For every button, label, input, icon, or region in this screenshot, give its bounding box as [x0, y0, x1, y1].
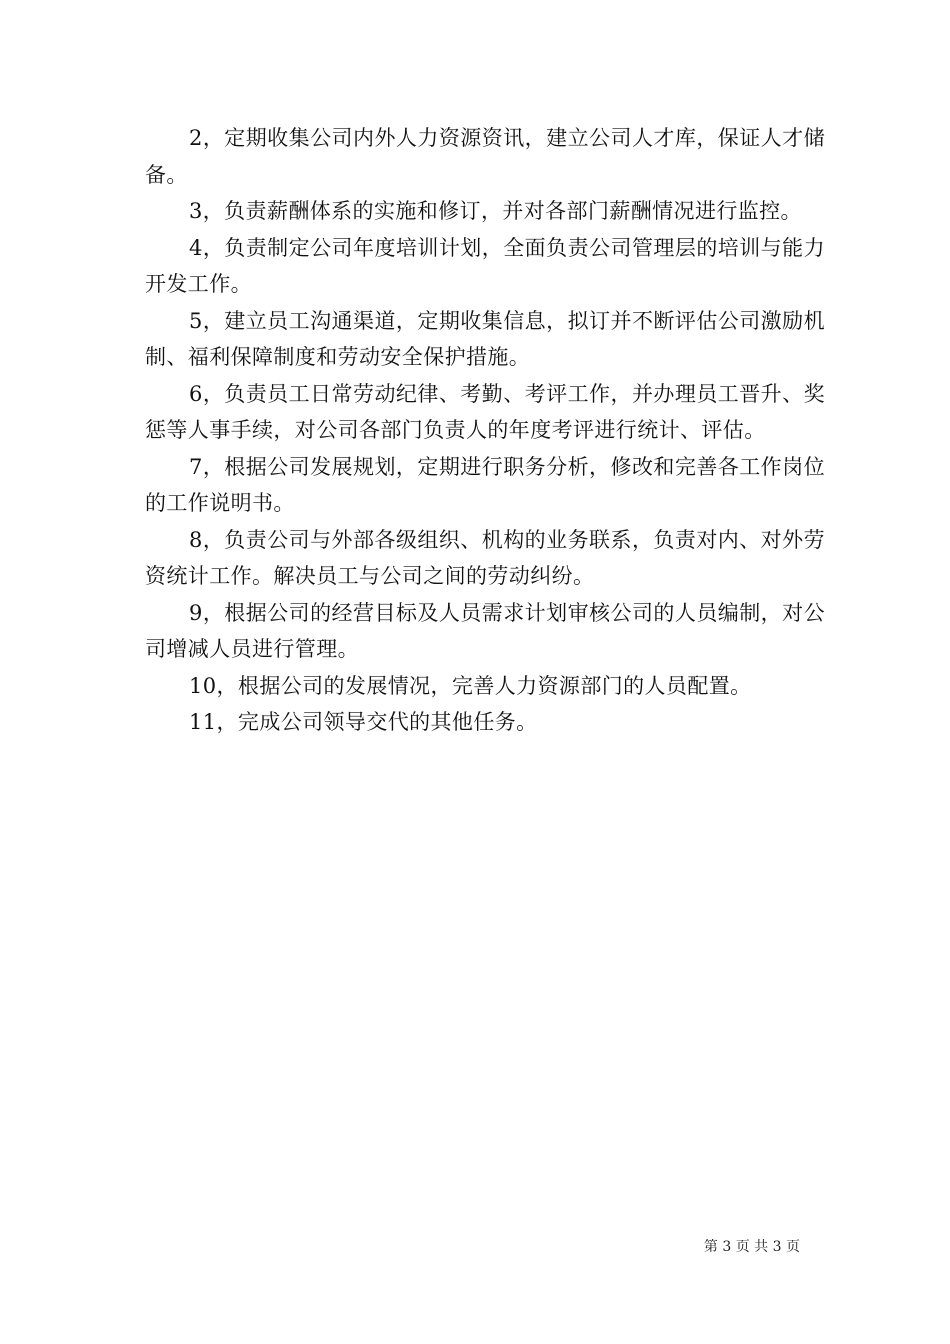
paragraph-item-9: 9，根据公司的经营目标及人员需求计划审核公司的人员编制，对公司增减人员进行管理。	[145, 600, 825, 661]
paragraph-item-7: 7，根据公司发展规划，定期进行职务分析，修改和完善各工作岗位的工作说明书。	[145, 454, 825, 515]
paragraph-item-6: 6，负责员工日常劳动纪律、考勤、考评工作，并办理员工晋升、奖惩等人事手续，对公司各部门负责人的年度考评进行统计、评估。	[145, 381, 825, 442]
document-body	[145, 120, 825, 741]
paragraph-item-2: 2，定期收集公司内外人力资源资讯，建立公司人才库，保证人才储备。	[145, 126, 825, 187]
paragraph-item-4: 4，负责制定公司年度培训计划，全面负责公司管理层的培训与能力开发工作。	[145, 235, 825, 296]
paragraph-item-8: 8，负责公司与外部各级组织、机构的业务联系，负责对内、对外劳资统计工作。解决员工与公司之间的劳动纠纷。	[145, 527, 825, 588]
paragraph-item-10: 10，根据公司的发展情况，完善人力资源部门的人员配置。	[189, 673, 752, 698]
paragraph-item-3: 3，负责薪酬体系的实施和修订，并对各部门薪酬情况进行监控。	[189, 199, 802, 223]
page-number-footer: 第 3 页 共 3 页	[703, 1239, 800, 1255]
paragraph-item-5: 5，建立员工沟通渠道，定期收集信息，拟订并不断评估公司激励机制、福利保障制度和劳动安全保护措施。	[145, 308, 825, 369]
paragraph-item-11: 11，完成公司领导交代的其他任务。	[189, 710, 538, 734]
